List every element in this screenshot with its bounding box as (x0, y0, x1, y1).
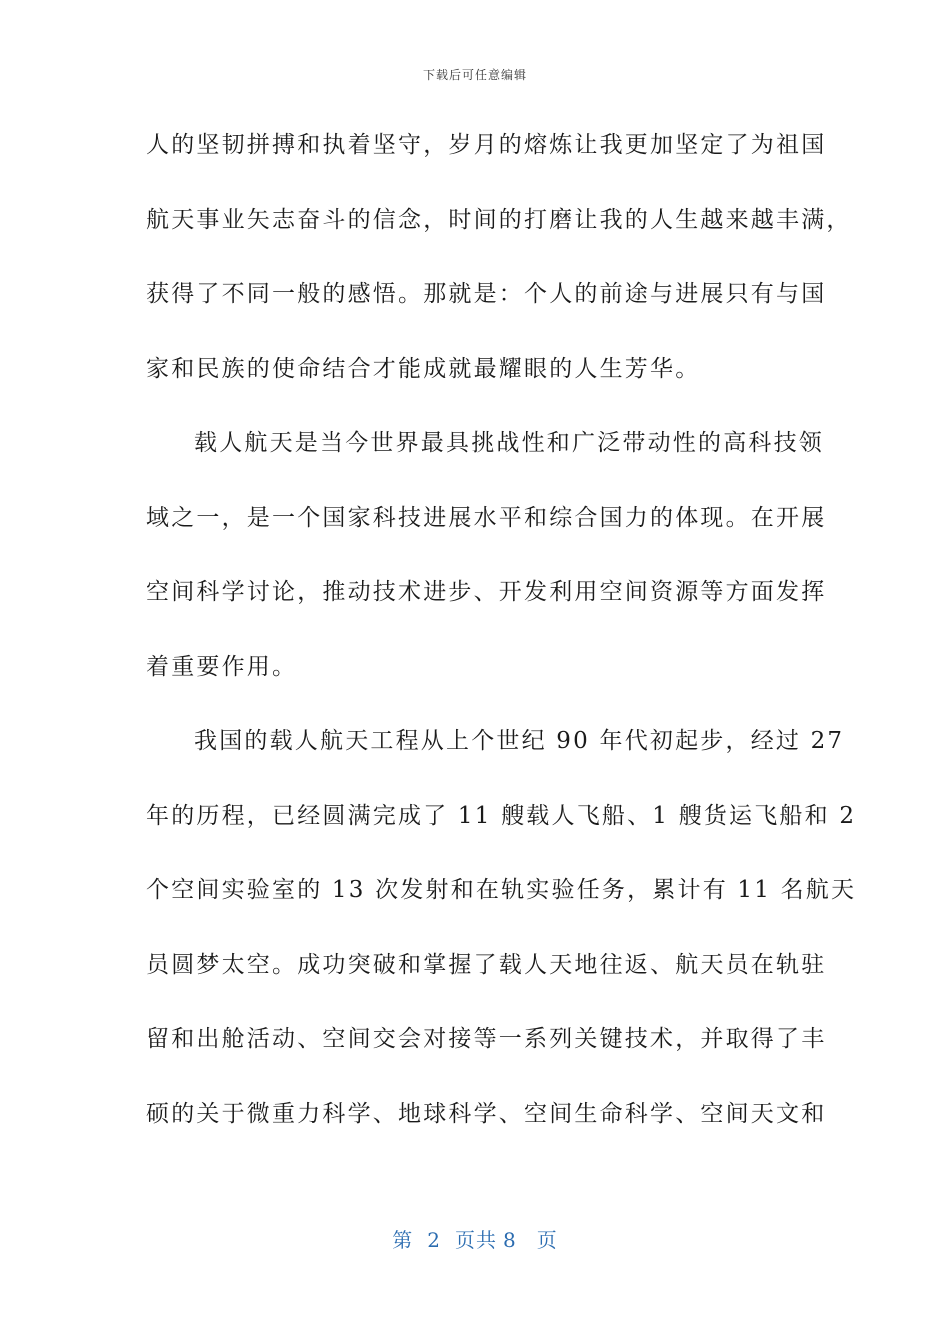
text-line: 空间科学讨论，推动技术进步、开发利用空间资源等方面发挥 (146, 579, 827, 605)
document-body (146, 120, 857, 1163)
text-line: 人的坚韧拼搏和执着坚守，岁月的熔炼让我更加坚定了为祖国 (146, 132, 827, 158)
text-line: 年的历程，已经圆满完成了 11 艘载人飞船、1 艘货运飞船和 2 (146, 802, 857, 829)
text-line: 留和出舱活动、空间交会对接等一系列关键技术，并取得了丰 (146, 1026, 827, 1052)
footer-total-pages: 8 (503, 1228, 517, 1252)
text-line: 载人航天是当今世界最具挑战性和广泛带动性的高科技领 (194, 430, 824, 456)
text-line: 家和民族的使命结合才能成就最耀眼的人生芳华。 (146, 355, 701, 382)
header-note: 下载后可任意编辑 (422, 68, 527, 82)
page-footer (0, 1224, 950, 1253)
footer-di: 第 (392, 1228, 414, 1252)
text-line: 我国的载人航天工程从上个世纪 90 年代初起步，经过 27 (194, 728, 845, 754)
text-line: 员圆梦太空。成功突破和掌握了载人天地往返、航天员在轨驻 (146, 951, 827, 978)
footer-ye: 页 (536, 1228, 558, 1252)
text-line: 域之一，是一个国家科技进展水平和综合国力的体现。在开展 (146, 504, 827, 531)
text-line: 着重要作用。 (146, 653, 298, 680)
text-line: 航天事业矢志奋斗的信念，时间的打磨让我的人生越来越丰满， (146, 206, 852, 233)
text-line: 个空间实验室的 13 次发射和在轨实验任务，累计有 11 名航天 (146, 877, 857, 903)
footer-ye-gong: 页共 (455, 1228, 497, 1252)
text-line: 获得了不同一般的感悟。那就是：个人的前途与进展只有与国 (146, 281, 827, 307)
footer-page-number: 2 (427, 1228, 441, 1252)
text-line: 硕的关于微重力科学、地球科学、空间生命科学、空间天文和 (146, 1100, 827, 1127)
